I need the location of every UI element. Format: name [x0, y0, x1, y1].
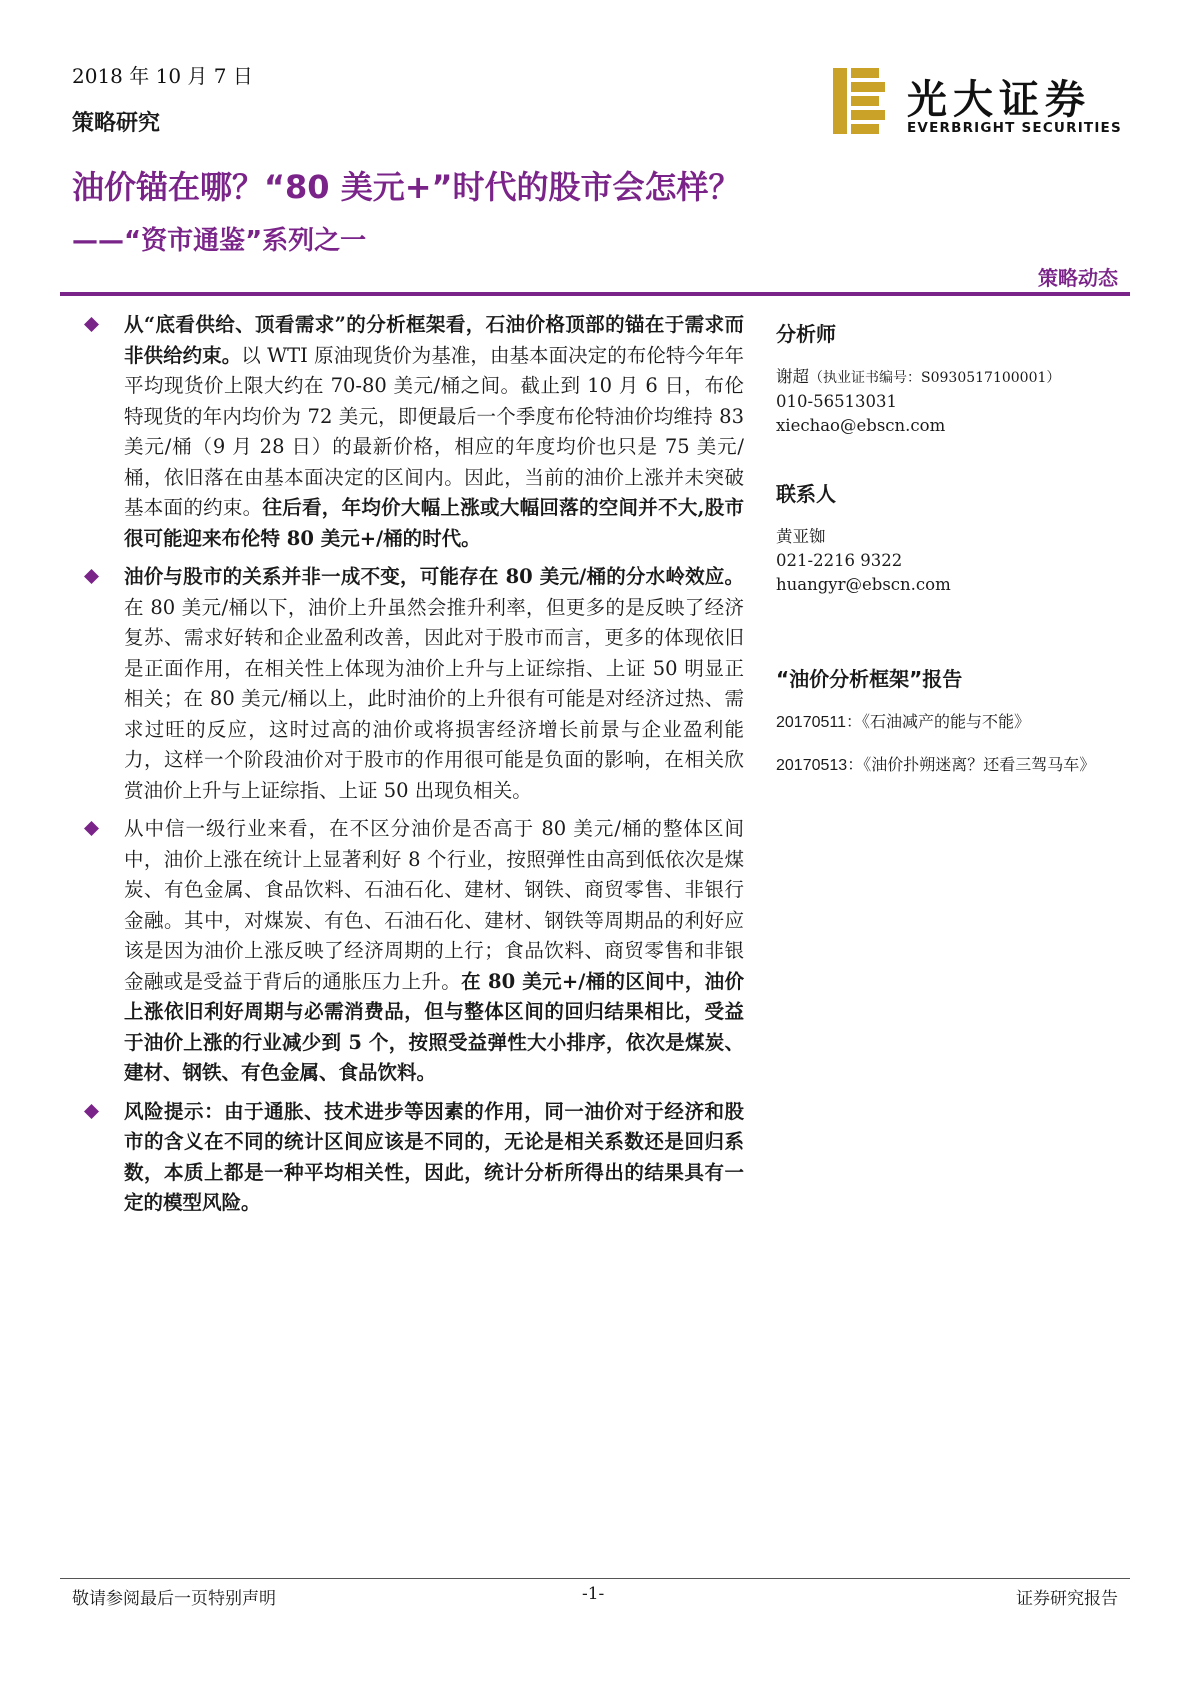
footer-disclaimer: 敬请参阅最后一页特别声明 — [72, 1589, 276, 1609]
footer-divider — [60, 1578, 1130, 1579]
report-title: 油价锚在哪？“80 美元+”时代的股市会怎样？ — [72, 168, 741, 206]
page-number: -1- — [582, 1584, 605, 1604]
summary-bullet — [84, 310, 744, 554]
logo-chinese-name: 光大证券 — [907, 76, 1091, 123]
report-date: 20170511 — [776, 714, 846, 731]
summary-bullet — [84, 1097, 744, 1219]
bullet-bold-tail: 在 80 美元+/桶的区间中，油价上涨依旧利好周期与必需消费品，但与整体区间的回归结果相比，受益于油价上涨的行业减少到 5 个，按照受益弹性大小排序，依次是煤炭、建材、钢铁、有色金属、食品饮料。 — [124, 969, 744, 1084]
report-category: 策略研究 — [72, 111, 161, 136]
analyst-heading: 分析师 — [776, 322, 836, 346]
bullet-text: 以 WTI 原油现货价为基准，由基本面决定的布伦特今年年平均现货价上限大约在 70-80 美元/桶之间。截止到 10 月 6 日，布伦特现货的年内均价为 72 美元，即便最后一个季度布伦特油价均维持 83 美元/桶（9 月 28 日）的最新价格，相应的年度均价也只是 75 美元/桶，依旧落在由基本面决定的区间内。因此，当前的油价上涨并未突破基本面的约束。 — [124, 343, 744, 519]
bullet-bold-lead: 从“底看供给、顶看需求”的分析框架看，石油价格顶部的锚在于需求而非供给约束。 — [124, 313, 744, 367]
analyst-email[interactable]: xiechao@ebscn.com — [776, 416, 946, 435]
report-subtitle: ——“资市通鉴”系列之一 — [72, 226, 367, 256]
diamond-bullet-icon — [84, 1104, 99, 1119]
report-item[interactable] — [776, 710, 1146, 735]
header-divider — [60, 292, 1130, 296]
report-type-tag: 策略动态 — [1038, 266, 1118, 290]
contact-email[interactable]: huangyr@ebscn.com — [776, 575, 951, 594]
bullet-text: 在 80 美元/桶以下，油价上升虽然会推升利率，但更多的是反映了经济复苏、需求好转和企业盈利改善，因此对于股市而言，更多的体现依旧是正面作用，在相关性上体现为油价上升与上证综指、上证 50 明显正相关；在 80 美元/桶以上，此时油价的上升很有可能是对经济过热、需求过旺的反应，这时过高的油价或将损害经济增长前景与企业盈利能力，这样一个阶段油价对于股市的作用很可能是负面的影响，在相关欣赏油价上升与上证综指、上证 50 出现负相关。 — [124, 595, 744, 802]
diamond-bullet-icon — [84, 569, 99, 584]
bullet-text: 从中信一级行业来看，在不区分油价是否高于 80 美元/桶的整体区间中，油价上涨在统计上显著利好 8 个行业，按照弹性由高到低依次是煤炭、有色金属、食品饮料、石油石化、建材、钢铁、商贸零售、非银行金融。其中，对煤炭、有色、石油石化、建材、钢铁等周期品的利好应该是因为油价上涨反映了经济周期的上行；食品饮料、商贸零售和非银金融或是受益于背后的通胀压力上升。 — [124, 817, 744, 993]
analyst-name-line — [776, 365, 1146, 390]
cert-number: S0930517100001 — [921, 370, 1047, 386]
bullet-bold-lead: 油价与股市的关系并非一成不变，可能存在 80 美元/桶的分水岭效应。 — [124, 565, 744, 588]
contact-phone: 021-2216 9322 — [776, 551, 903, 570]
report-title: ：《油价扑朔迷离？还看三驾马车》 — [847, 755, 1096, 774]
analyst-name: 谢超 — [776, 367, 809, 386]
footer-doc-type: 证券研究报告 — [1016, 1589, 1118, 1609]
sidebar-column — [776, 310, 1146, 796]
summary-bullet — [84, 814, 744, 1089]
reports-heading: “油价分析框架”报告 — [776, 667, 963, 691]
bullet-bold-tail: 往后看，年均价大幅上涨或大幅回落的空间并不大,股市很可能迎来布伦特 80 美元+/桶的时代。 — [124, 496, 744, 550]
contact-name: 黄亚铷 — [776, 527, 826, 546]
diamond-bullet-icon — [84, 317, 99, 332]
analyst-phone: 010-56513031 — [776, 392, 898, 411]
summary-bullet — [84, 562, 744, 806]
diamond-bullet-icon — [84, 821, 99, 836]
cert-label: （执业证书编号： — [809, 370, 921, 386]
summary-column — [84, 310, 744, 1227]
report-item[interactable] — [776, 753, 1146, 778]
report-title: ：《石油减产的能与不能》 — [846, 712, 1031, 731]
report-date: 20170513 — [776, 757, 848, 774]
bullet-bold-lead: 风险提示：由于通胀、技术进步等因素的作用，同一油价对于经济和股市的含义在不同的统计区间应该是不同的，无论是相关系数还是回归系数，本质上都是一种平均相关性，因此，统计分析所得出的结果具有一定的模型风险。 — [124, 1099, 744, 1214]
everbright-logo — [833, 68, 1123, 140]
contact-heading: 联系人 — [776, 482, 836, 506]
report-date: 2018 年 10 月 7 日 — [72, 64, 253, 88]
logo-mark-icon — [833, 68, 887, 134]
logo-english-name: EVERBRIGHT SECURITIES — [907, 120, 1122, 136]
cert-close: ） — [1046, 370, 1061, 386]
